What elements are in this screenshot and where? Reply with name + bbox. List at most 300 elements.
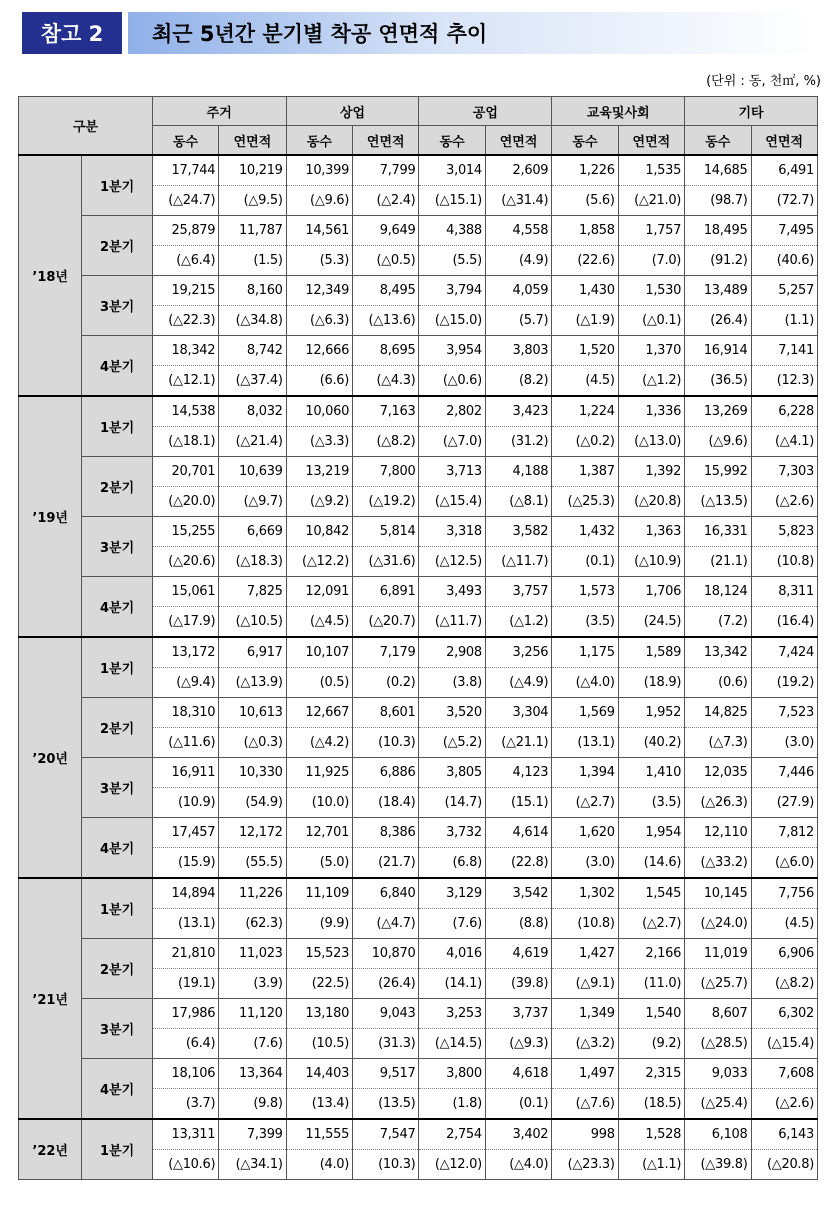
cell-change: (14.7) bbox=[419, 788, 485, 818]
cell-change: (10.0) bbox=[286, 788, 352, 818]
cell-value: 7,303 bbox=[751, 457, 818, 487]
cell-value: 7,608 bbox=[751, 1059, 818, 1089]
cell-value: 2,166 bbox=[618, 939, 684, 969]
cell-value: 4,188 bbox=[485, 457, 551, 487]
cell-value: 3,520 bbox=[419, 698, 485, 728]
table-row-values bbox=[19, 878, 818, 909]
cell-change: (△4.0) bbox=[552, 668, 618, 698]
cell-value: 1,392 bbox=[618, 457, 684, 487]
cell-value: 11,226 bbox=[219, 878, 286, 909]
cell-change: (8.8) bbox=[485, 909, 551, 939]
table-row-values bbox=[19, 155, 818, 186]
page-header bbox=[22, 12, 815, 54]
cell-change: (△7.3) bbox=[685, 728, 751, 758]
cell-change: (4.5) bbox=[751, 909, 818, 939]
cell-change: (14.6) bbox=[618, 848, 684, 879]
cell-value: 10,870 bbox=[353, 939, 419, 969]
subheader: 동수 bbox=[685, 126, 751, 156]
cell-value: 2,802 bbox=[419, 396, 485, 427]
cell-change: (98.7) bbox=[685, 186, 751, 216]
cell-change: (△11.7) bbox=[419, 607, 485, 638]
cell-value: 9,649 bbox=[353, 216, 419, 246]
cell-value: 998 bbox=[552, 1119, 618, 1150]
cell-value: 17,457 bbox=[152, 818, 218, 848]
cell-value: 3,757 bbox=[485, 577, 551, 607]
cell-change: (4.9) bbox=[485, 246, 551, 276]
cell-value: 11,925 bbox=[286, 758, 352, 788]
cell-value: 18,495 bbox=[685, 216, 751, 246]
cell-value: 8,311 bbox=[751, 577, 818, 607]
cell-change: (0.1) bbox=[485, 1089, 551, 1120]
cell-value: 1,410 bbox=[618, 758, 684, 788]
cell-value: 6,891 bbox=[353, 577, 419, 607]
cell-change: (18.5) bbox=[618, 1089, 684, 1120]
table-body bbox=[19, 155, 818, 1180]
cell-value: 16,914 bbox=[685, 336, 751, 366]
corner-label: 구분 bbox=[19, 97, 153, 156]
cell-change: (5.3) bbox=[286, 246, 352, 276]
cell-change: (△22.3) bbox=[152, 306, 218, 336]
cell-change: (△5.2) bbox=[419, 728, 485, 758]
cell-value: 1,520 bbox=[552, 336, 618, 366]
cell-value: 14,825 bbox=[685, 698, 751, 728]
cell-change: (△11.7) bbox=[485, 547, 551, 577]
cell-change: (△24.7) bbox=[152, 186, 218, 216]
cell-value: 3,954 bbox=[419, 336, 485, 366]
cell-value: 13,364 bbox=[219, 1059, 286, 1089]
cell-value: 6,491 bbox=[751, 155, 818, 186]
cell-value: 7,179 bbox=[353, 637, 419, 668]
cell-value: 19,215 bbox=[152, 276, 218, 306]
cell-change: (△15.4) bbox=[751, 1029, 818, 1059]
year-label: ’21년 bbox=[19, 878, 82, 1119]
cell-change: (△6.0) bbox=[751, 848, 818, 879]
cell-change: (14.1) bbox=[419, 969, 485, 999]
cell-value: 3,800 bbox=[419, 1059, 485, 1089]
subheader: 동수 bbox=[419, 126, 485, 156]
cell-change: (19.1) bbox=[152, 969, 218, 999]
cell-value: 13,489 bbox=[685, 276, 751, 306]
cell-value: 3,256 bbox=[485, 637, 551, 668]
cell-change: (△9.7) bbox=[219, 487, 286, 517]
cell-value: 4,123 bbox=[485, 758, 551, 788]
cell-value: 10,330 bbox=[219, 758, 286, 788]
year-label: ’22년 bbox=[19, 1119, 82, 1180]
cell-change: (72.7) bbox=[751, 186, 818, 216]
quarter-label: 1분기 bbox=[82, 396, 152, 457]
cell-change: (9.2) bbox=[618, 1029, 684, 1059]
cell-value: 6,917 bbox=[219, 637, 286, 668]
cell-value: 6,143 bbox=[751, 1119, 818, 1150]
cell-change: (△4.3) bbox=[353, 366, 419, 397]
group-header: 상업 bbox=[286, 97, 419, 126]
cell-change: (△9.4) bbox=[152, 668, 218, 698]
cell-change: (△13.0) bbox=[618, 427, 684, 457]
cell-change: (3.5) bbox=[618, 788, 684, 818]
quarter-label: 2분기 bbox=[82, 457, 152, 517]
cell-value: 10,399 bbox=[286, 155, 352, 186]
cell-value: 1,589 bbox=[618, 637, 684, 668]
cell-change: (10.8) bbox=[751, 547, 818, 577]
table-row-values bbox=[19, 999, 818, 1029]
cell-change: (△25.7) bbox=[685, 969, 751, 999]
quarter-label: 3분기 bbox=[82, 758, 152, 818]
cell-value: 1,363 bbox=[618, 517, 684, 547]
cell-change: (△12.2) bbox=[286, 547, 352, 577]
group-header: 기타 bbox=[685, 97, 818, 126]
table-row-values bbox=[19, 1059, 818, 1089]
cell-value: 2,609 bbox=[485, 155, 551, 186]
cell-change: (4.0) bbox=[286, 1150, 352, 1180]
cell-value: 4,619 bbox=[485, 939, 551, 969]
cell-value: 10,842 bbox=[286, 517, 352, 547]
cell-value: 3,304 bbox=[485, 698, 551, 728]
cell-change: (40.6) bbox=[751, 246, 818, 276]
cell-change: (△24.0) bbox=[685, 909, 751, 939]
table-row-values bbox=[19, 1119, 818, 1150]
cell-value: 6,669 bbox=[219, 517, 286, 547]
cell-change: (3.9) bbox=[219, 969, 286, 999]
cell-change: (△23.3) bbox=[552, 1150, 618, 1180]
cell-value: 3,582 bbox=[485, 517, 551, 547]
quarter-label: 1분기 bbox=[82, 878, 152, 939]
quarter-label: 3분기 bbox=[82, 517, 152, 577]
cell-value: 3,794 bbox=[419, 276, 485, 306]
cell-change: (31.2) bbox=[485, 427, 551, 457]
cell-change: (△28.5) bbox=[685, 1029, 751, 1059]
cell-change: (△34.1) bbox=[219, 1150, 286, 1180]
cell-value: 1,336 bbox=[618, 396, 684, 427]
cell-change: (△8.1) bbox=[485, 487, 551, 517]
group-header: 공업 bbox=[419, 97, 552, 126]
cell-value: 8,160 bbox=[219, 276, 286, 306]
cell-value: 3,542 bbox=[485, 878, 551, 909]
cell-value: 11,120 bbox=[219, 999, 286, 1029]
quarter-label: 1분기 bbox=[82, 1119, 152, 1180]
cell-change: (24.5) bbox=[618, 607, 684, 638]
cell-change: (△4.2) bbox=[286, 728, 352, 758]
quarter-label: 4분기 bbox=[82, 336, 152, 397]
cell-value: 3,014 bbox=[419, 155, 485, 186]
subheader: 연면적 bbox=[485, 126, 551, 156]
cell-change: (10.3) bbox=[353, 728, 419, 758]
cell-value: 11,787 bbox=[219, 216, 286, 246]
cell-value: 13,311 bbox=[152, 1119, 218, 1150]
cell-change: (6.4) bbox=[152, 1029, 218, 1059]
subheader: 연면적 bbox=[618, 126, 684, 156]
quarter-label: 2분기 bbox=[82, 698, 152, 758]
cell-value: 3,805 bbox=[419, 758, 485, 788]
cell-change: (3.8) bbox=[419, 668, 485, 698]
cell-value: 1,349 bbox=[552, 999, 618, 1029]
cell-value: 3,129 bbox=[419, 878, 485, 909]
cell-change: (△15.4) bbox=[419, 487, 485, 517]
cell-value: 12,172 bbox=[219, 818, 286, 848]
cell-value: 10,639 bbox=[219, 457, 286, 487]
table-row-values bbox=[19, 276, 818, 306]
cell-value: 6,840 bbox=[353, 878, 419, 909]
cell-change: (△4.0) bbox=[485, 1150, 551, 1180]
cell-value: 12,035 bbox=[685, 758, 751, 788]
quarter-label: 4분기 bbox=[82, 1059, 152, 1120]
cell-change: (40.2) bbox=[618, 728, 684, 758]
cell-change: (0.6) bbox=[685, 668, 751, 698]
cell-value: 15,992 bbox=[685, 457, 751, 487]
cell-value: 1,952 bbox=[618, 698, 684, 728]
cell-value: 7,756 bbox=[751, 878, 818, 909]
cell-change: (9.8) bbox=[219, 1089, 286, 1120]
cell-change: (5.7) bbox=[485, 306, 551, 336]
cell-change: (6.8) bbox=[419, 848, 485, 879]
cell-value: 3,732 bbox=[419, 818, 485, 848]
cell-change: (△4.9) bbox=[485, 668, 551, 698]
cell-change: (△3.3) bbox=[286, 427, 352, 457]
cell-change: (△10.6) bbox=[152, 1150, 218, 1180]
cell-change: (△21.0) bbox=[618, 186, 684, 216]
cell-value: 13,180 bbox=[286, 999, 352, 1029]
cell-change: (△4.7) bbox=[353, 909, 419, 939]
subheader: 연면적 bbox=[219, 126, 286, 156]
cell-value: 13,342 bbox=[685, 637, 751, 668]
cell-change: (3.0) bbox=[552, 848, 618, 879]
cell-value: 2,315 bbox=[618, 1059, 684, 1089]
cell-value: 4,059 bbox=[485, 276, 551, 306]
cell-change: (△21.4) bbox=[219, 427, 286, 457]
cell-value: 6,906 bbox=[751, 939, 818, 969]
cell-change: (36.5) bbox=[685, 366, 751, 397]
cell-change: (18.4) bbox=[353, 788, 419, 818]
cell-value: 1,394 bbox=[552, 758, 618, 788]
cell-change: (0.1) bbox=[552, 547, 618, 577]
cell-value: 14,685 bbox=[685, 155, 751, 186]
cell-value: 1,224 bbox=[552, 396, 618, 427]
cell-change: (△8.2) bbox=[353, 427, 419, 457]
cell-value: 12,091 bbox=[286, 577, 352, 607]
subheader: 동수 bbox=[552, 126, 618, 156]
cell-change: (31.3) bbox=[353, 1029, 419, 1059]
cell-change: (△25.3) bbox=[552, 487, 618, 517]
cell-value: 20,701 bbox=[152, 457, 218, 487]
cell-value: 8,495 bbox=[353, 276, 419, 306]
cell-change: (0.2) bbox=[353, 668, 419, 698]
cell-change: (△2.6) bbox=[751, 487, 818, 517]
cell-change: (△7.0) bbox=[419, 427, 485, 457]
cell-change: (△9.6) bbox=[685, 427, 751, 457]
cell-change: (△4.5) bbox=[286, 607, 352, 638]
cell-change: (△13.9) bbox=[219, 668, 286, 698]
cell-change: (△13.5) bbox=[685, 487, 751, 517]
cell-change: (13.1) bbox=[552, 728, 618, 758]
cell-change: (△20.7) bbox=[353, 607, 419, 638]
cell-change: (△19.2) bbox=[353, 487, 419, 517]
cell-change: (22.8) bbox=[485, 848, 551, 879]
page-title: 최근 5년간 분기별 착공 연면적 추이 bbox=[128, 12, 815, 54]
cell-value: 3,253 bbox=[419, 999, 485, 1029]
cell-value: 6,886 bbox=[353, 758, 419, 788]
cell-value: 6,108 bbox=[685, 1119, 751, 1150]
cell-change: (5.5) bbox=[419, 246, 485, 276]
cell-change: (15.9) bbox=[152, 848, 218, 879]
table-row-values bbox=[19, 577, 818, 607]
cell-value: 16,331 bbox=[685, 517, 751, 547]
table-row-values bbox=[19, 939, 818, 969]
cell-change: (△10.5) bbox=[219, 607, 286, 638]
cell-change: (9.9) bbox=[286, 909, 352, 939]
cell-value: 4,388 bbox=[419, 216, 485, 246]
year-label: ’20년 bbox=[19, 637, 82, 878]
cell-value: 2,754 bbox=[419, 1119, 485, 1150]
subheader: 동수 bbox=[152, 126, 218, 156]
cell-change: (△12.0) bbox=[419, 1150, 485, 1180]
cell-value: 12,666 bbox=[286, 336, 352, 366]
cell-change: (△1.2) bbox=[618, 366, 684, 397]
cell-change: (△9.6) bbox=[286, 186, 352, 216]
cell-change: (△0.2) bbox=[552, 427, 618, 457]
cell-change: (△4.1) bbox=[751, 427, 818, 457]
cell-value: 15,255 bbox=[152, 517, 218, 547]
cell-value: 4,614 bbox=[485, 818, 551, 848]
cell-value: 14,894 bbox=[152, 878, 218, 909]
cell-change: (1.8) bbox=[419, 1089, 485, 1120]
cell-value: 21,810 bbox=[152, 939, 218, 969]
cell-value: 15,523 bbox=[286, 939, 352, 969]
cell-change: (△1.1) bbox=[618, 1150, 684, 1180]
cell-value: 1,540 bbox=[618, 999, 684, 1029]
cell-value: 7,547 bbox=[353, 1119, 419, 1150]
cell-value: 1,427 bbox=[552, 939, 618, 969]
cell-change: (1.5) bbox=[219, 246, 286, 276]
cell-value: 3,402 bbox=[485, 1119, 551, 1150]
cell-change: (△33.2) bbox=[685, 848, 751, 879]
cell-change: (△7.6) bbox=[552, 1089, 618, 1120]
cell-value: 1,757 bbox=[618, 216, 684, 246]
cell-value: 17,744 bbox=[152, 155, 218, 186]
cell-value: 7,825 bbox=[219, 577, 286, 607]
cell-change: (3.5) bbox=[552, 607, 618, 638]
cell-change: (15.1) bbox=[485, 788, 551, 818]
cell-value: 9,517 bbox=[353, 1059, 419, 1089]
cell-change: (△0.1) bbox=[618, 306, 684, 336]
cell-change: (△2.6) bbox=[751, 1089, 818, 1120]
table-row-values bbox=[19, 758, 818, 788]
cell-value: 1,430 bbox=[552, 276, 618, 306]
cell-value: 1,432 bbox=[552, 517, 618, 547]
quarter-label: 3분기 bbox=[82, 999, 152, 1059]
cell-value: 3,423 bbox=[485, 396, 551, 427]
cell-value: 1,528 bbox=[618, 1119, 684, 1150]
cell-value: 14,561 bbox=[286, 216, 352, 246]
cell-value: 1,175 bbox=[552, 637, 618, 668]
cell-change: (△20.6) bbox=[152, 547, 218, 577]
cell-change: (10.5) bbox=[286, 1029, 352, 1059]
cell-value: 13,172 bbox=[152, 637, 218, 668]
cell-value: 3,803 bbox=[485, 336, 551, 366]
cell-change: (△12.1) bbox=[152, 366, 218, 397]
cell-change: (19.2) bbox=[751, 668, 818, 698]
cell-change: (1.1) bbox=[751, 306, 818, 336]
cell-change: (8.2) bbox=[485, 366, 551, 397]
cell-value: 1,387 bbox=[552, 457, 618, 487]
cell-change: (3.7) bbox=[152, 1089, 218, 1120]
cell-value: 7,141 bbox=[751, 336, 818, 366]
cell-change: (10.9) bbox=[152, 788, 218, 818]
cell-change: (△2.7) bbox=[618, 909, 684, 939]
cell-value: 12,701 bbox=[286, 818, 352, 848]
cell-change: (3.0) bbox=[751, 728, 818, 758]
cell-value: 7,424 bbox=[751, 637, 818, 668]
cell-value: 1,302 bbox=[552, 878, 618, 909]
cell-value: 10,060 bbox=[286, 396, 352, 427]
cell-value: 3,493 bbox=[419, 577, 485, 607]
cell-value: 7,446 bbox=[751, 758, 818, 788]
cell-value: 1,535 bbox=[618, 155, 684, 186]
cell-change: (13.1) bbox=[152, 909, 218, 939]
cell-value: 8,607 bbox=[685, 999, 751, 1029]
table-row-values bbox=[19, 457, 818, 487]
cell-change: (△15.1) bbox=[419, 186, 485, 216]
cell-change: (△9.2) bbox=[286, 487, 352, 517]
subheader: 연면적 bbox=[353, 126, 419, 156]
cell-change: (△20.0) bbox=[152, 487, 218, 517]
cell-value: 7,800 bbox=[353, 457, 419, 487]
cell-value: 1,530 bbox=[618, 276, 684, 306]
cell-change: (0.5) bbox=[286, 668, 352, 698]
cell-change: (△21.1) bbox=[485, 728, 551, 758]
quarter-label: 4분기 bbox=[82, 577, 152, 638]
cell-value: 7,799 bbox=[353, 155, 419, 186]
cell-value: 18,124 bbox=[685, 577, 751, 607]
cell-change: (7.2) bbox=[685, 607, 751, 638]
cell-value: 7,163 bbox=[353, 396, 419, 427]
cell-value: 5,823 bbox=[751, 517, 818, 547]
cell-change: (62.3) bbox=[219, 909, 286, 939]
cell-value: 1,954 bbox=[618, 818, 684, 848]
cell-change: (26.4) bbox=[685, 306, 751, 336]
cell-value: 1,573 bbox=[552, 577, 618, 607]
cell-value: 11,023 bbox=[219, 939, 286, 969]
cell-change: (10.8) bbox=[552, 909, 618, 939]
cell-value: 1,545 bbox=[618, 878, 684, 909]
cell-change: (55.5) bbox=[219, 848, 286, 879]
cell-value: 12,110 bbox=[685, 818, 751, 848]
cell-change: (4.5) bbox=[552, 366, 618, 397]
cell-change: (△8.2) bbox=[751, 969, 818, 999]
group-header: 교육및사회 bbox=[552, 97, 685, 126]
cell-value: 2,908 bbox=[419, 637, 485, 668]
cell-change: (△31.6) bbox=[353, 547, 419, 577]
cell-change: (6.6) bbox=[286, 366, 352, 397]
table-row-values bbox=[19, 698, 818, 728]
cell-change: (13.4) bbox=[286, 1089, 352, 1120]
cell-value: 13,219 bbox=[286, 457, 352, 487]
year-label: ’18년 bbox=[19, 155, 82, 396]
cell-value: 1,620 bbox=[552, 818, 618, 848]
cell-value: 1,226 bbox=[552, 155, 618, 186]
cell-value: 4,016 bbox=[419, 939, 485, 969]
cell-change: (27.9) bbox=[751, 788, 818, 818]
cell-value: 11,019 bbox=[685, 939, 751, 969]
quarter-label: 1분기 bbox=[82, 637, 152, 698]
cell-change: (21.7) bbox=[353, 848, 419, 879]
cell-change: (△18.1) bbox=[152, 427, 218, 457]
cell-value: 7,523 bbox=[751, 698, 818, 728]
cell-value: 9,033 bbox=[685, 1059, 751, 1089]
cell-change: (22.6) bbox=[552, 246, 618, 276]
cell-change: (△12.5) bbox=[419, 547, 485, 577]
cell-value: 15,061 bbox=[152, 577, 218, 607]
cell-change: (16.4) bbox=[751, 607, 818, 638]
cell-change: (22.5) bbox=[286, 969, 352, 999]
